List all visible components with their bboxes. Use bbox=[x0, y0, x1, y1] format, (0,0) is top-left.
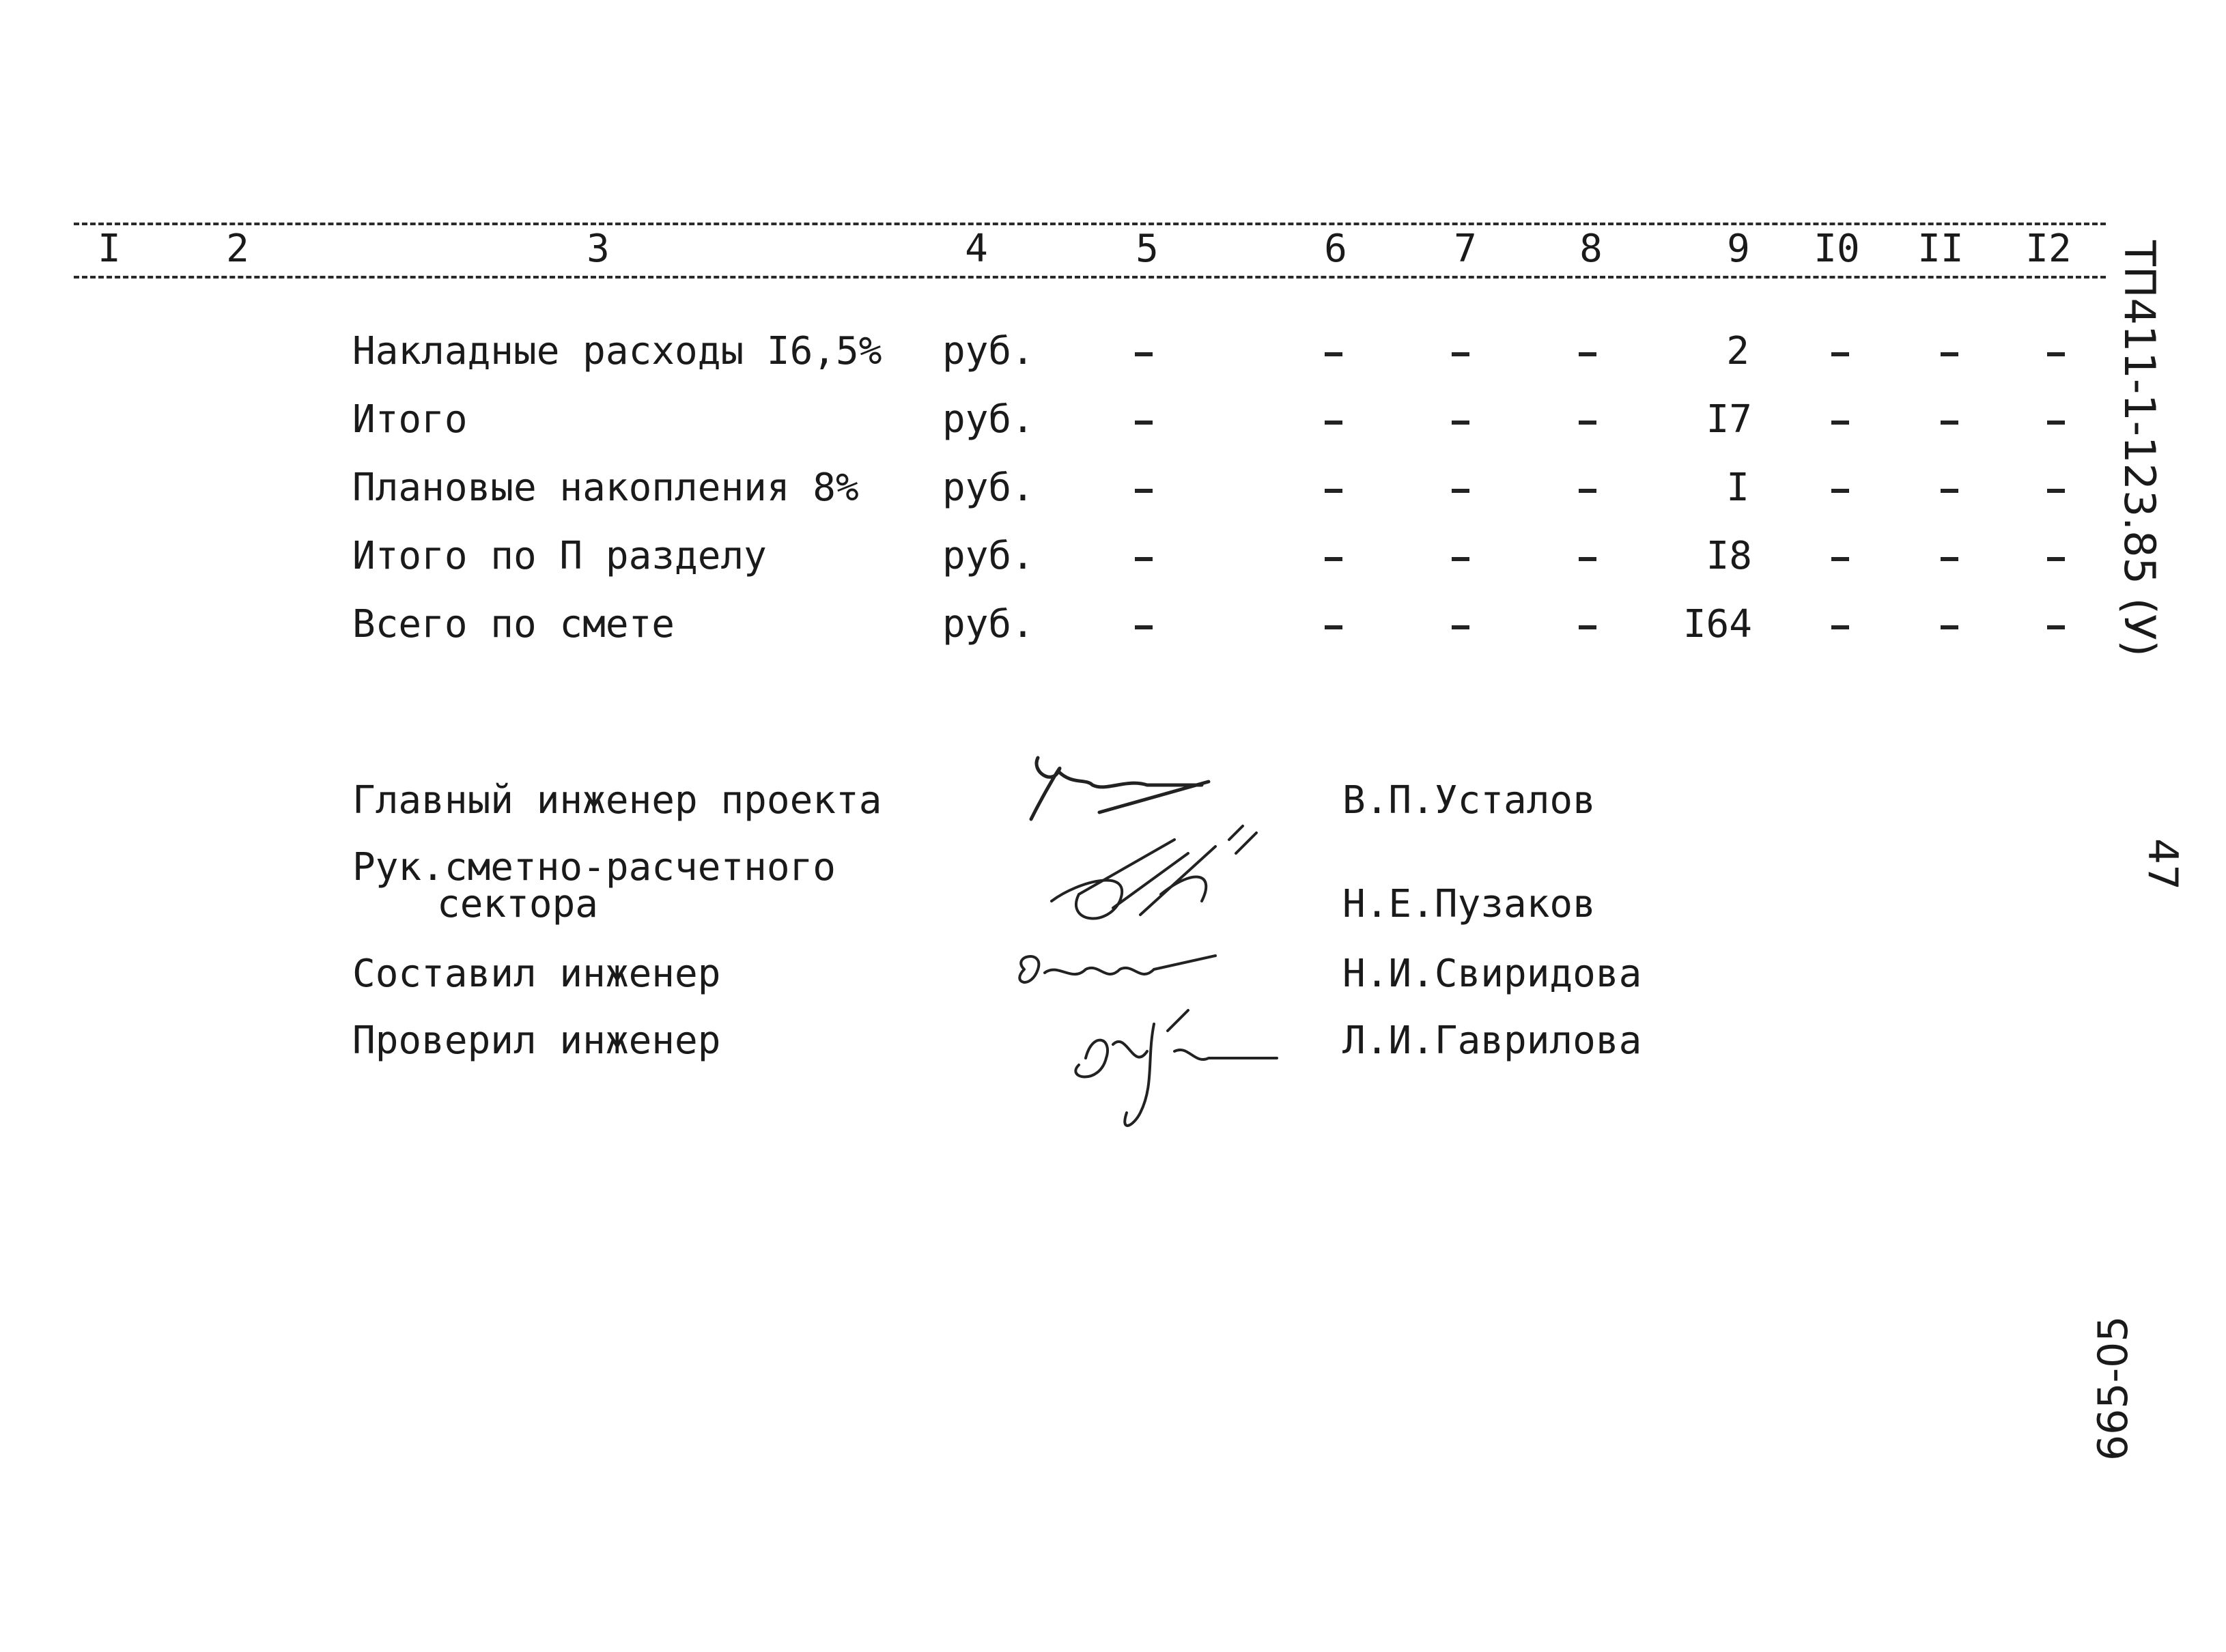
dash-col5 bbox=[1135, 489, 1153, 493]
column-header-11: II bbox=[1917, 227, 1964, 271]
column-header-2: 2 bbox=[226, 227, 249, 271]
table-header-bottom-rule bbox=[74, 276, 2106, 279]
dash-col12 bbox=[2047, 557, 2065, 561]
signer-role: Рук.сметно-расчетного bbox=[352, 845, 836, 889]
document-code: ТП411-1-123.85 (У) bbox=[2115, 240, 2165, 657]
column-header-9: 9 bbox=[1727, 227, 1750, 271]
row-unit: руб. bbox=[942, 534, 1034, 578]
dash-col12 bbox=[2047, 421, 2065, 425]
column-header-7: 7 bbox=[1454, 227, 1477, 271]
signature-gavrilova bbox=[1052, 1003, 1284, 1140]
column-header-3: 3 bbox=[587, 227, 610, 271]
value-col9: I bbox=[1726, 466, 1749, 510]
dash-col6 bbox=[1325, 489, 1342, 493]
signer-name: Л.И.Гаврилова bbox=[1342, 1019, 1642, 1063]
page-number: 47 bbox=[2139, 838, 2186, 891]
dash-col7 bbox=[1452, 625, 1469, 629]
signer-role-continuation: сектора bbox=[437, 882, 599, 926]
dash-col10 bbox=[1831, 421, 1849, 425]
row-unit: руб. bbox=[942, 329, 1034, 373]
dash-col10 bbox=[1831, 557, 1849, 561]
dash-col12 bbox=[2047, 489, 2065, 493]
dash-col11 bbox=[1941, 352, 1958, 356]
dash-col12 bbox=[2047, 352, 2065, 356]
signer-role: Составил инженер bbox=[352, 952, 721, 996]
row-label: Плановые накопления 8% bbox=[352, 466, 859, 510]
value-col9: I7 bbox=[1706, 397, 1752, 442]
value-col9: 2 bbox=[1726, 329, 1749, 373]
row-label: Всего по смете bbox=[352, 602, 675, 646]
dash-col7 bbox=[1452, 489, 1469, 493]
dash-col11 bbox=[1941, 625, 1958, 629]
dash-col6 bbox=[1325, 557, 1342, 561]
dash-col8 bbox=[1579, 421, 1596, 425]
row-label: Итого по П разделу bbox=[352, 534, 767, 578]
dash-col11 bbox=[1941, 489, 1958, 493]
signer-role: Проверил инженер bbox=[352, 1019, 721, 1063]
signature-sviridova bbox=[1004, 942, 1229, 997]
signer-role: Главный инженер проекта bbox=[352, 778, 882, 823]
signer-name: Н.И.Свиридова bbox=[1342, 952, 1642, 996]
dash-col5 bbox=[1135, 421, 1153, 425]
signature-puzakov bbox=[1038, 826, 1270, 949]
dash-col8 bbox=[1579, 557, 1596, 561]
dash-col6 bbox=[1325, 352, 1342, 356]
dash-col10 bbox=[1831, 625, 1849, 629]
signer-name: Н.Е.Пузаков bbox=[1342, 882, 1596, 926]
dash-col5 bbox=[1135, 557, 1153, 561]
column-header-6: 6 bbox=[1324, 227, 1347, 271]
column-header-8: 8 bbox=[1579, 227, 1603, 271]
dash-col5 bbox=[1135, 625, 1153, 629]
column-header-12: I2 bbox=[2025, 227, 2072, 271]
row-label: Накладные расходы I6,5% bbox=[352, 329, 882, 373]
dash-col7 bbox=[1452, 352, 1469, 356]
dash-col12 bbox=[2047, 625, 2065, 629]
column-header-1: I bbox=[98, 227, 121, 271]
sheet-code: 665-05 bbox=[2089, 1315, 2137, 1461]
dash-col8 bbox=[1579, 489, 1596, 493]
row-label: Итого bbox=[352, 397, 468, 442]
dash-col6 bbox=[1325, 625, 1342, 629]
row-unit: руб. bbox=[942, 602, 1034, 646]
row-unit: руб. bbox=[942, 397, 1034, 442]
row-unit: руб. bbox=[942, 466, 1034, 510]
column-header-4: 4 bbox=[965, 227, 988, 271]
dash-col5 bbox=[1135, 352, 1153, 356]
column-header-10: I0 bbox=[1814, 227, 1860, 271]
table-header-top-rule bbox=[74, 223, 2106, 225]
value-col9: I8 bbox=[1706, 534, 1752, 578]
column-header-5: 5 bbox=[1136, 227, 1159, 271]
dash-col6 bbox=[1325, 421, 1342, 425]
dash-col7 bbox=[1452, 421, 1469, 425]
dash-col10 bbox=[1831, 352, 1849, 356]
dash-col8 bbox=[1579, 352, 1596, 356]
dash-col11 bbox=[1941, 421, 1958, 425]
value-col9: I64 bbox=[1682, 602, 1752, 646]
dash-col7 bbox=[1452, 557, 1469, 561]
dash-col10 bbox=[1831, 489, 1849, 493]
dash-col8 bbox=[1579, 625, 1596, 629]
signer-name: В.П.Усталов bbox=[1342, 778, 1596, 823]
dash-col11 bbox=[1941, 557, 1958, 561]
